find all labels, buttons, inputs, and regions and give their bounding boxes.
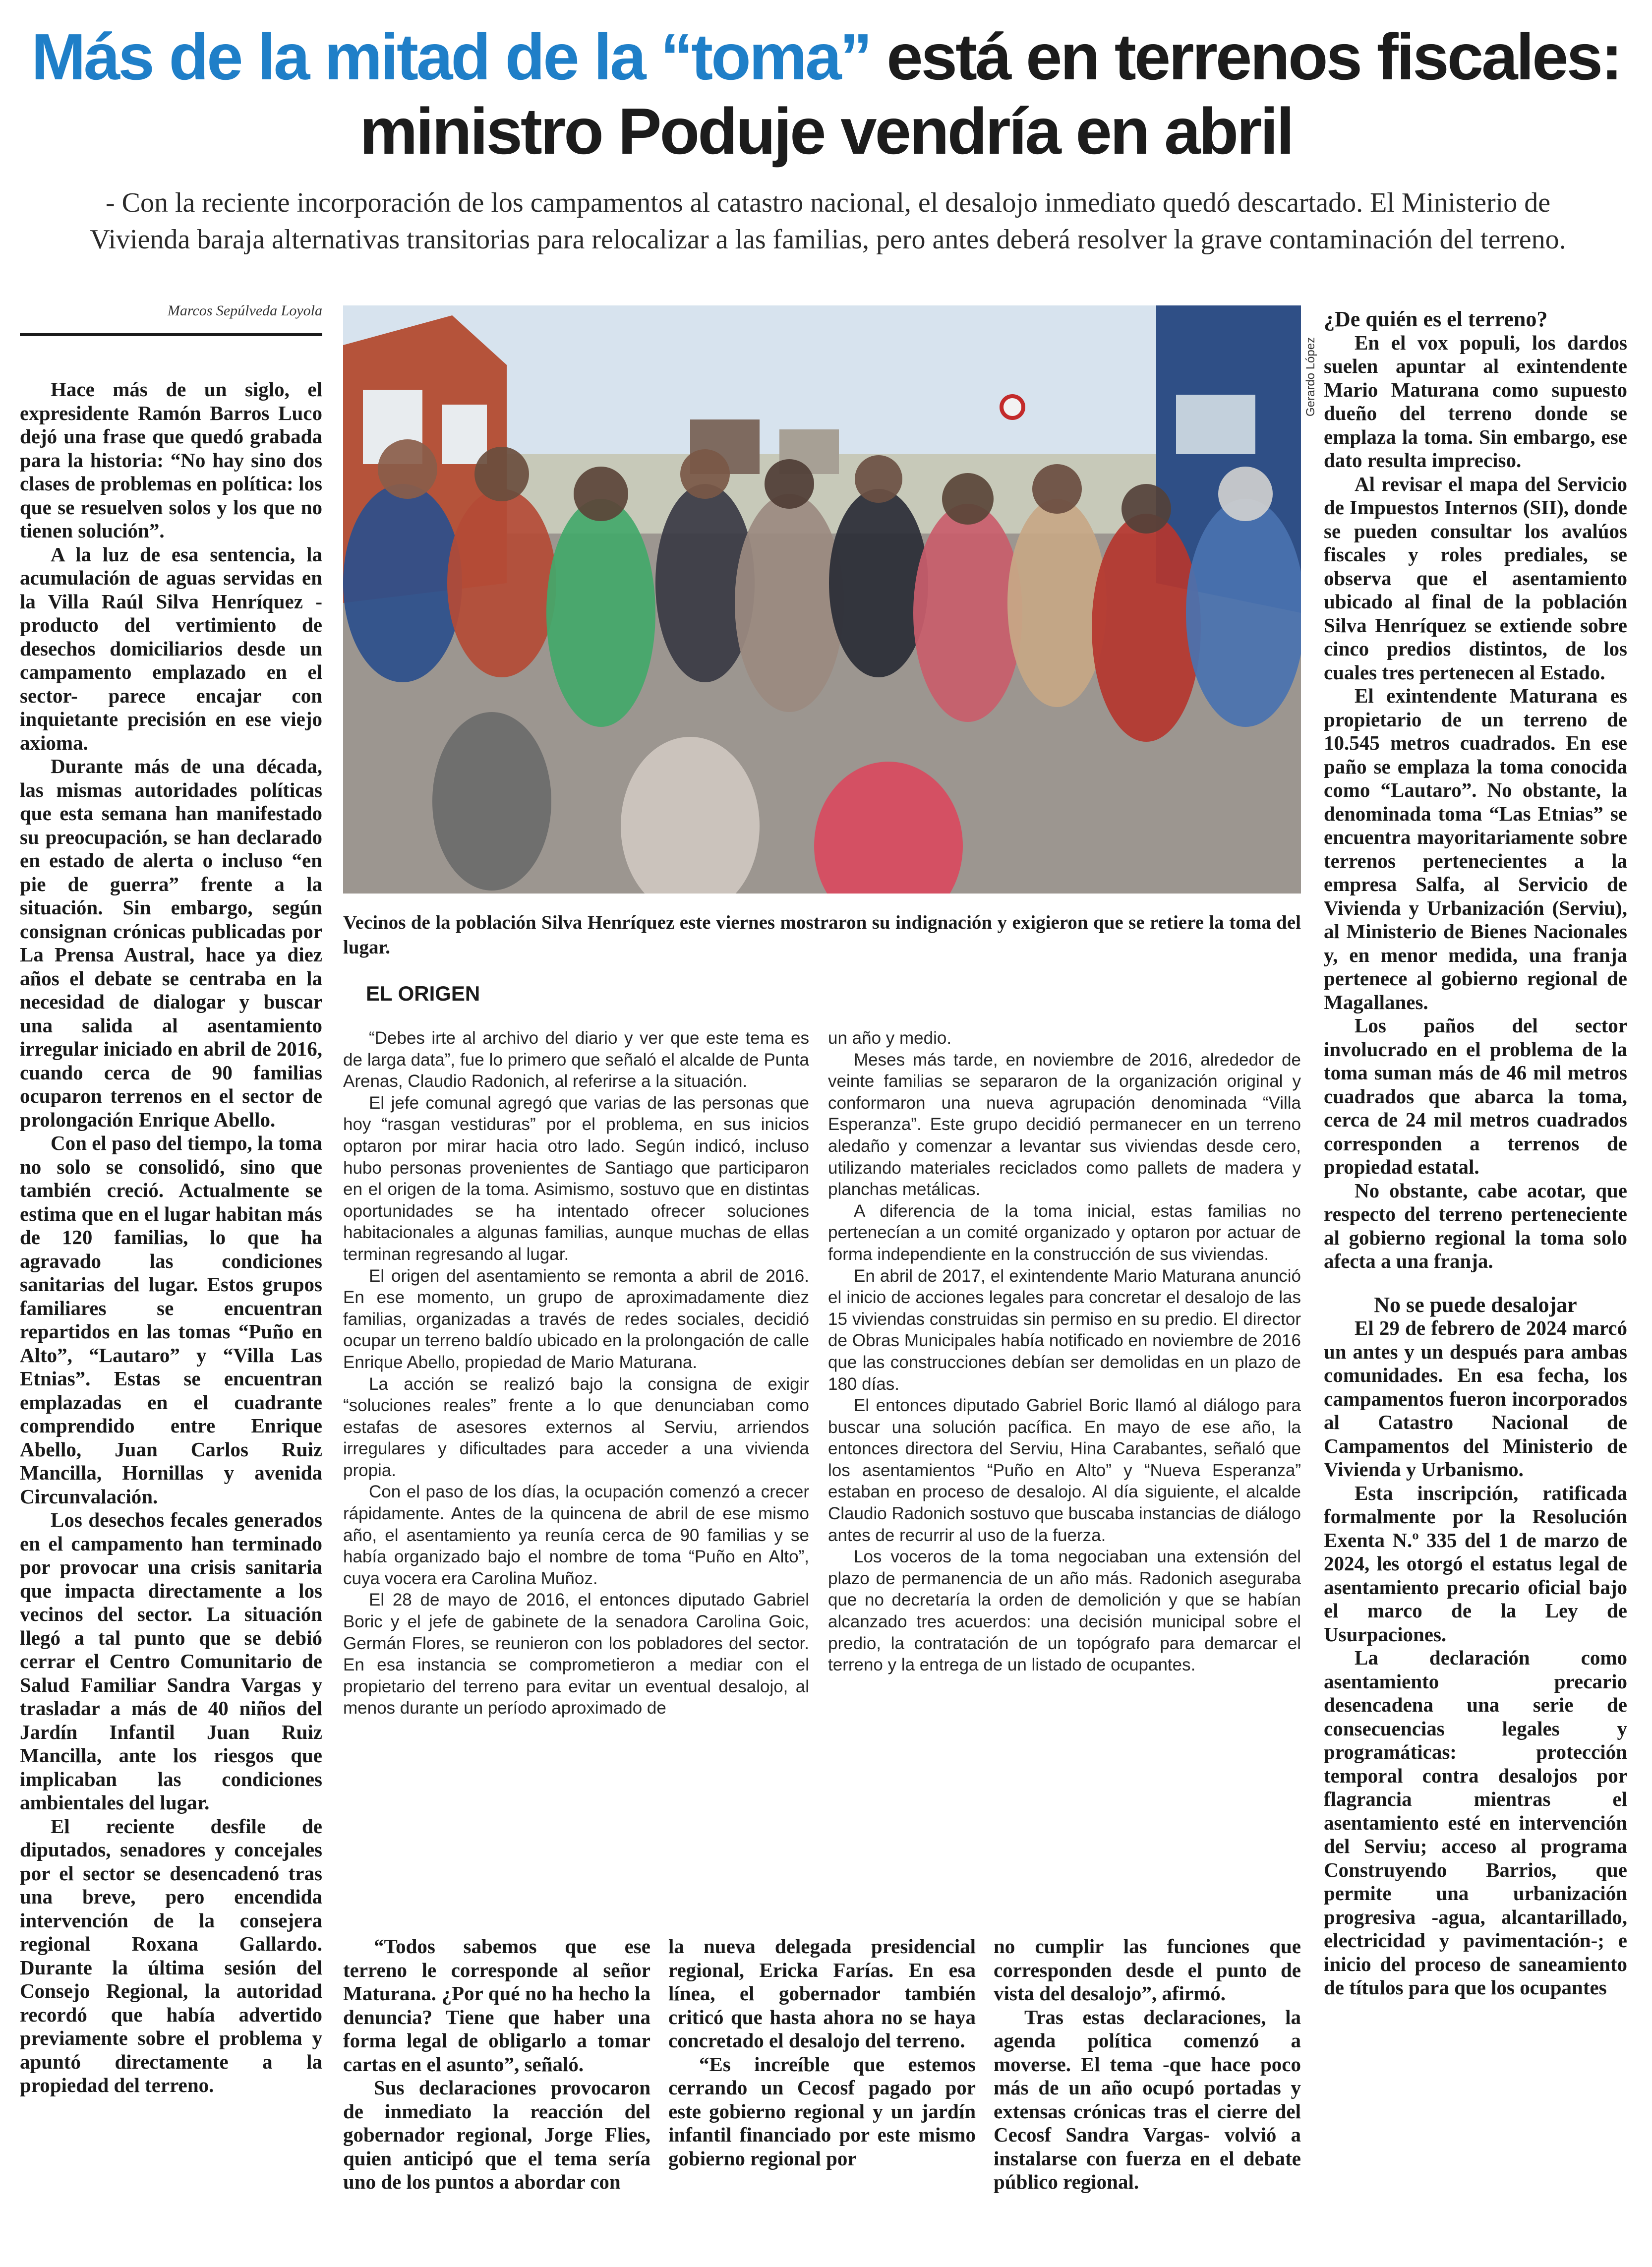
origen-paragraph: El jefe comunal agregó que varias de las personas que hoy “rasgan vestiduras” por el problema, en sus inicios optaron por mirar hacia otro lado. Según indicó, incluso hubo personas provenientes de Santiago que participaron en el origen de la toma. Asimismo, sostuvo que en distintas oportunidades se ha intentado ofrecer soluciones habitacionales a algunas familias, aunque muchas de ellas terminan regresando al lugar. <box>343 1093 809 1264</box>
origen-column-b <box>828 1027 1301 1676</box>
left-paragraph: Durante más de una década, las mismas autoridades políticas que esta semana han manifestado su preocupación, se han declarado en estado de alerta o incluso “en pie de guerra” frente a la situación. Sin embargo, según consignan crónicas publicadas por La Prensa Austral, hace ya diez años el debate se centraba en la necesidad de dialogar y buscar una salida al asentamiento irregular iniciado en abril de 2016, cuando cerca de 90 familias ocuparon terrenos en el sector de prolongación Enrique Abello. <box>20 755 322 1131</box>
byline: Marcos Sepúlveda Loyola <box>167 302 322 319</box>
origen-paragraph: Los voceros de la toma negociaban una extensión del plazo de permanencia de un año más. Radonich aseguraba que no decretaría la orden de demolición y que se habían alcanzado tres acuerdos: una decisión municipal sobre el predio, la contratación de un topógrafo para demarcar el terreno y la entrega de un listado de ocupantes. <box>828 1547 1301 1675</box>
bottom-paragraph: Tras estas declaraciones, la agenda política comenzó a moverse. El tema -que hace poco más de un año ocupó portadas y extensas crónicas tras el cierre del Cecosf Sandra Vargas- volvió a instalarse con fuerza en el debate público regional. <box>994 2005 1301 2193</box>
bottom-paragraph: Sus declaraciones provocaron de inmediato la reacción del gobernador regional, Jorge Flies, quien anticipó que el tema sería uno de los puntos a abordar con <box>343 2076 650 2193</box>
right-paragraph: Al revisar el mapa del Servicio de Impuestos Internos (SII), donde se pueden consultar los avalúos fiscales y roles prediales, se observa que el asentamiento ubicado al final de la población Silva Henríquez se extiende sobre cinco predios distintos, de los cuales tres pertenecen al Estado. <box>1324 472 1627 684</box>
right-paragraph: Los paños del sector involucrado en el problema de la toma suman más de 46 mil metros cuadrados que abarca la toma, cerca de 24 mil metros cuadrados corresponden a terrenos de propiedad estatal. <box>1324 1014 1627 1178</box>
right-paragraph: Esta inscripción, ratificada formalmente por la Resolución Exenta N.º 335 del 1 de marzo de 2024, les otorgó el estatus legal de asentamiento precario oficial bajo el marco de la Ley de Usurpaciones. <box>1324 1481 1627 1646</box>
headline <box>20 20 1632 169</box>
right-paragraph: El exintendente Maturana es propietario de un terreno de 10.545 metros cuadrados. En ese paño se emplaza la toma conocida como “Lautaro”. No obstante, la denominada toma “Las Etnias” se encuentra mayoritariamente sobre terrenos pertenecientes a la empresa Salfa, al Servicio de Vivienda y Urbanización (Serviu), al Ministerio de Bienes Nacionales y, en menor medida, una franja pertenece al gobierno regional de Magallanes. <box>1324 684 1627 1014</box>
bottom-paragraph: “Todos sabemos que ese terreno le corresponde al señor Maturana. ¿Por qué no ha hecho la denuncia? Tiene que haber una forma legal de obligarlo a tomar cartas en el asunto”, señaló. <box>343 1935 650 2076</box>
photo-caption: Vecinos de la población Silva Henríquez este viernes mostraron su indignación y exigieron que se retiere la toma del lugar. <box>343 912 1301 958</box>
right-paragraph: El 29 de febrero de 2024 marcó un antes y un después para ambas comunidades. En esa fecha, los campamentos fueron incorporados al Catastro Nacional de Campamentos del Ministerio de Vivienda y Urbanismo. <box>1324 1316 1627 1481</box>
right-paragraph: En el vox populi, los dardos suelen apuntar al exintendente Mario Maturana como supuesto dueño del terreno donde se emplaza la toma. Sin embargo, ese dato resulta impreciso. <box>1324 331 1627 472</box>
left-paragraph: El reciente desfile de diputados, senadores y concejales por el sector se desencadenó tras una breve, pero encendida intervención de la consejera regional Roxana Gallardo. Durante la última sesión del Consejo Regional, la autoridad recordó que había advertido previamente sobre el problema y apuntó directamente a la propiedad del terreno. <box>20 1814 322 2096</box>
bottom-paragraph-continued: la nueva delegada presidencial regional, Ericka Farías. En esa línea, el gobernador también criticó que hasta ahora no se haya concretado el desalojo del terreno. <box>668 1935 976 2052</box>
left-paragraph: Hace más de un siglo, el expresidente Ramón Barros Luco dejó una frase que quedó grabada para la historia: “No hay sino dos clases de problemas en política: los que se resuelven solos y los que no tienen solución”. <box>20 378 322 542</box>
origen-paragraph: El 28 de mayo de 2016, el entonces diputado Gabriel Boric y el jefe de gabinete de la senadora Carolina Goic, Germán Flores, se reunieron con los pobladores del sector. En esa instancia se comprometieron a mediar con el propietario del terreno para evitar un eventual desalojo, al menos durante un período aproximado de <box>343 1590 809 1718</box>
origen-column-a <box>343 1027 809 1719</box>
bottom-paragraph-continued: no cumplir las funciones que corresponden desde el punto de vista del desalojo”, afirmó. <box>994 1935 1301 2005</box>
crowd-photo-illustration <box>343 305 1301 894</box>
origen-paragraph: La acción se realizó bajo la consigna de exigir “soluciones reales” frente a lo que denunciaban como estafas de asesores externos al Serviu, arriendos irregulares y dificultades para acceder a una vivienda propia. <box>343 1374 809 1480</box>
headline-accent: Más de la mitad de la “toma” <box>31 20 871 93</box>
bottom-column-c <box>994 1935 1301 2194</box>
bottom-column-a <box>343 1935 650 2194</box>
news-photo <box>343 305 1301 894</box>
origen-paragraph: El origen del asentamiento se remonta a abril de 2016. En ese momento, un grupo de aproximadamente diez familias, organizadas a través de redes sociales, decidió ocupar un terreno baldío ubicado en la prolongación de calle Enrique Abello, propiedad de Mario Maturana. <box>343 1266 809 1372</box>
left-paragraph: Con el paso del tiempo, la toma no solo se consolidó, sino que también creció. Actualmente se estima que en el lugar habitan más de 120 familias, lo que ha agravado las condiciones sanitarias del lugar. Estos grupos familiares se encuentran repartidos en las tomas “Puño en Alto”, “Lautaro” y “Villa Las Etnias”. Estas se encuentran emplazadas en el cuadrante comprendido entre Enrique Abello, Juan Carlos Ruiz Mancilla, Hornillas y avenida Circunvalación. <box>20 1132 322 1508</box>
photo-credit: Gerardo López <box>1304 337 1317 417</box>
headline-line-2: ministro Poduje vendría en abril <box>359 95 1293 168</box>
origen-paragraph: Con el paso de los días, la ocupación comenzó a crecer rápidamente. Antes de la quincena de abril de ese mismo año, el asentamiento ya reunía cerca de 90 familias y se había organizado bajo el nombre de toma “Puño en Alto”, cuya vocera era Carolina Muñoz. <box>343 1482 809 1588</box>
deck-summary: - Con la reciente incorporación de los campamentos al catastro nacional, el desalojo inmediato quedó descartado. El Ministerio de Vivienda baraja alternativas transitorias para relocalizar a las familias, pero antes deberá resolver la grave contaminación del terreno. <box>90 187 1566 255</box>
origen-paragraph-continued: un año y medio. <box>828 1028 952 1048</box>
origen-paragraph: El entonces diputado Gabriel Boric llamó al diálogo para buscar una solución pacífica. En mayo de ese año, la entonces directora del Serviu, Hina Carabantes, señaló que los asentamientos “Puño en Alto” y “Nueva Esperanza” estaban en proceso de desalojo. Al día siguiente, el alcalde Claudio Radonich sostuvo que buscaba instancias de diálogo antes de recurrir al uso de la fuerza. <box>828 1396 1301 1545</box>
right-column <box>1324 307 1627 2000</box>
subheading-terreno: ¿De quién es el terreno? <box>1324 307 1548 331</box>
subheading-desalojar: No se puede desalojar <box>1374 1292 1577 1317</box>
left-column <box>20 378 322 2097</box>
origen-paragraph: “Debes irte al archivo del diario y ver que este tema es de larga data”, fue lo primero que señaló el alcalde de Punta Arenas, Claudio Radonich, al referirse a la situación. <box>343 1028 809 1091</box>
left-paragraph: A la luz de esa sentencia, la acumulación de aguas servidas en la Villa Raúl Silva Henríquez -producto del vertimiento de desechos domiciliarios desde un campamento emplazado en el sector- parece encajar con inquietante precisión en ese viejo axioma. <box>20 542 322 754</box>
bottom-column-b <box>668 1935 976 2170</box>
headline-rest: está en terrenos fiscales: <box>870 20 1621 93</box>
origen-paragraph: En abril de 2017, el exintendente Mario Maturana anunció el inicio de acciones legales para concretar el desalojo de las 15 viviendas construidas sin permiso en su predio. El director de Obras Municipales había notificado en noviembre de 2016 que las construcciones debían ser demolidas en un plazo de 180 días. <box>828 1266 1301 1394</box>
section-heading-origen: EL ORIGEN <box>366 982 480 1005</box>
origen-paragraph: A diferencia de la toma inicial, estas familias no pertenecían a un comité organizado y optaron por actuar de forma independiente en la construcción de sus viviendas. <box>828 1201 1301 1264</box>
byline-rule <box>20 333 322 336</box>
bottom-paragraph: “Es increíble que estemos cerrando un Cecosf pagado por este gobierno regional y un jardín infantil financiado por este mismo gobierno regional por <box>668 2052 976 2170</box>
origen-paragraph: Meses más tarde, en noviembre de 2016, alrededor de veinte familias se separaron de la organización original y conformaron una nueva agrupación denominada “Villa Esperanza”. Este grupo decidió permanecer en un terreno aledaño y comenzar a levantar sus viviendas desde cero, utilizando materiales reciclados como pallets de madera y planchas metálicas. <box>828 1050 1301 1199</box>
right-paragraph: No obstante, cabe acotar, que respecto del terreno perteneciente al gobierno regional la toma solo afecta a una franja. <box>1324 1179 1627 1272</box>
left-paragraph: Los desechos fecales generados en el campamento han terminado por provocar una crisis sanitaria que impacta directamente a los vecinos del sector. La situación llegó a tal punto que se debió cerrar el Centro Comunitario de Salud Familiar Sandra Vargas y trasladar a más de 40 niños del Jardín Infantil Juan Ruiz Mancilla, ante los riesgos que implicaban las condiciones ambientales del lugar. <box>20 1508 322 1814</box>
right-paragraph: La declaración como asentamiento precario desencadena una serie de consecuencias legales y programáticas: protección temporal contra desalojos por flagrancia mientras el asentamiento esté en intervención del Serviu; acceso al programa Construyendo Barrios, que permite una urbanización progresiva -agua, alcantarillado, electricidad y pavimentación-; e inicio del proceso de saneamiento de títulos para que los ocupantes <box>1324 1646 1627 1999</box>
